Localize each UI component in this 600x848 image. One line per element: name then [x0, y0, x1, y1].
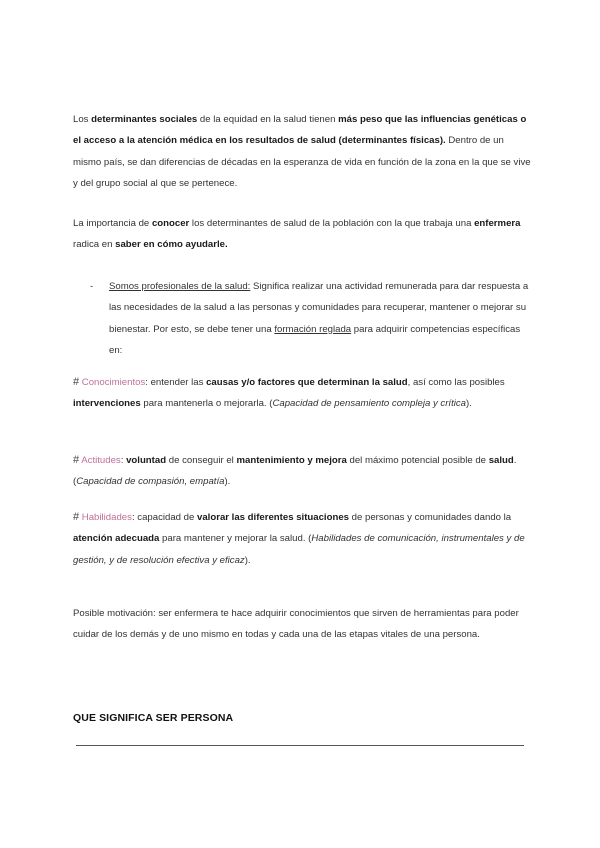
bold-run: más peso que las influencias genéticas o el acceso a la atención médica en los resultados de salud (determinantes físicas). [73, 114, 527, 147]
text-run: para mantenerla o mejorarla. ( [140, 398, 273, 410]
text-run: Los [73, 114, 92, 125]
italic-run: Capacidad de pensamiento compleja y crítica [272, 398, 467, 410]
underlined-run: Somos profesionales de la salud: [109, 281, 251, 292]
text-run: Dentro de un mismo país, se dan diferencias de décadas en la esperanza de vida en función de la zona en la que se vive y del grupo social al que se pertenece. [73, 135, 531, 190]
bold-run: voluntad [126, 455, 167, 466]
text-run: : [120, 455, 127, 466]
section-heading: QUE SIGNIFICA SER PERSONA [73, 712, 234, 724]
text-run: los determinantes de salud de la población con la que trabaja una [189, 218, 475, 229]
bold-run: salud [488, 455, 514, 466]
hash-marker: # [73, 454, 80, 466]
hash-marker: # [73, 376, 80, 388]
text-run: de conseguir el [166, 455, 237, 466]
section-label-conocimientos: Conocimientos [81, 377, 146, 388]
italic-run: Habilidades de comunicación, instrumentales y de gestión, y de resolución efectiva y eficaz [73, 533, 525, 566]
bold-run: intervenciones [73, 398, 141, 410]
paragraph-determinantes-sociales [73, 109, 533, 195]
paragraph-importancia [73, 213, 533, 256]
bold-run: determinantes sociales [91, 114, 198, 125]
text-run: : capacidad de [131, 512, 198, 523]
bold-run: saber en cómo ayudarle. [115, 239, 228, 251]
italic-run: Capacidad de compasión, empatía [76, 476, 225, 488]
text-run: del máximo potencial posible de [346, 455, 489, 466]
section-label-habilidades: Habilidades [81, 512, 132, 523]
text-run: para mantener y mejorar la salud. ( [159, 533, 312, 545]
text-run: ). [224, 476, 231, 488]
bold-run: mantenimiento y mejora [236, 455, 347, 466]
bold-run: causas y/o factores que determinan la salud [206, 377, 408, 388]
text-run: ). [244, 554, 251, 566]
bullet-list-item [90, 276, 535, 362]
text-run: Significa realizar una actividad remunerada para dar respuesta a las necesidades de la salud a las personas y comunidades para recuperar, mantener o mejorar su bienestar. Por esto, se debe tener una [109, 281, 529, 335]
bullet-dash: - [90, 281, 94, 292]
paragraph-habilidades [73, 507, 533, 571]
text-run: para adquirir competencias específicas en: [109, 323, 521, 357]
paragraph-actitudes [73, 450, 533, 493]
bold-run: enfermera [474, 218, 521, 229]
text-run: de la equidad en la salud tienen [197, 114, 339, 125]
section-label-actitudes: Actitudes [81, 455, 121, 466]
hash-marker: # [73, 511, 80, 523]
text-run: La importancia de [73, 218, 152, 229]
text-run: . ( [73, 455, 517, 488]
bold-run: atención adecuada [73, 533, 160, 545]
text-run: de personas y comunidades dando la [348, 512, 512, 523]
paragraph-conocimientos [73, 372, 533, 415]
bold-run: valorar las diferentes situaciones [197, 512, 349, 523]
bullet-text [109, 276, 535, 362]
text-run: : entender las [145, 377, 207, 388]
underlined-run: formación reglada [274, 323, 352, 335]
horizontal-rule [76, 745, 524, 746]
text-run: , así como las posibles [407, 377, 505, 388]
text-run: radica en [73, 239, 116, 251]
paragraph-motivacion: Posible motivación: ser enfermera te hace adquirir conocimientos que sirven de herramientas para poder cuidar de los demás y de uno mismo en todas y cada una de las etapas vitales de una persona. [73, 608, 519, 641]
text-run: ). [466, 398, 472, 410]
bold-run: conocer [151, 218, 190, 229]
